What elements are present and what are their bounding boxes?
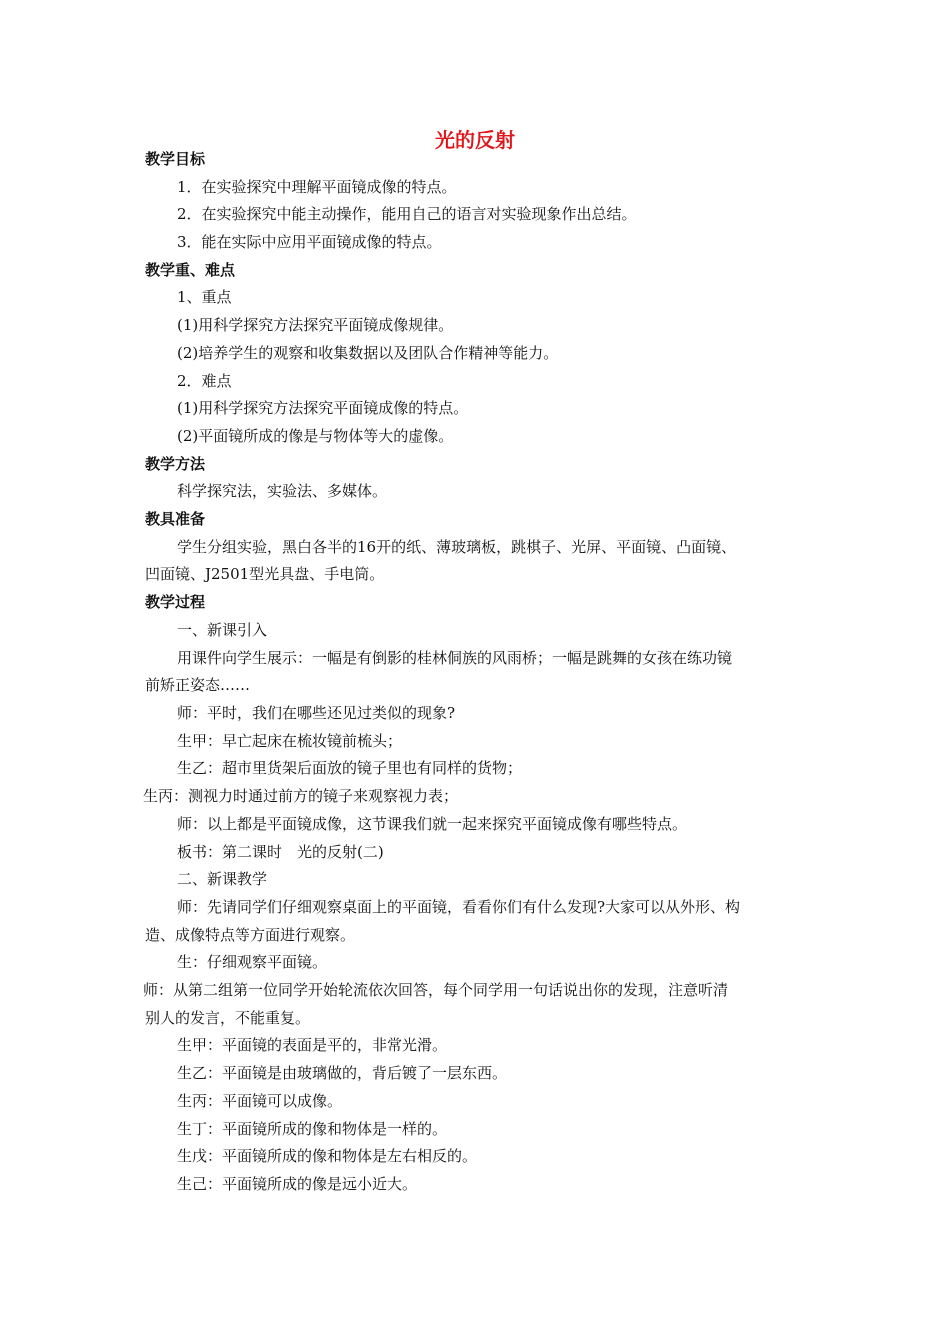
- key-point-line: (1)用科学探究方法探究平面镜成像的特点。: [177, 399, 469, 418]
- dialogue-line: 板书：第二课时 光的反射(二): [177, 842, 384, 861]
- dialogue-line: 师：平时，我们在哪些还见过类似的现象?: [177, 703, 456, 722]
- paragraph-line: 前矫正姿态……: [145, 676, 251, 695]
- paragraph-line: 造、成像特点等方面进行观察。: [145, 925, 356, 944]
- key-point-line: 2．难点: [177, 371, 232, 390]
- dialogue-line: 师：以上都是平面镜成像，这节课我们就一起来探究平面镜成像有哪些特点。: [177, 814, 688, 833]
- objective-item: 3．能在实际中应用平面镜成像的特点。: [177, 233, 442, 252]
- dialogue-line: 生甲：早亡起床在梳妆镜前梳头；: [177, 731, 403, 750]
- dialogue-line: 生丁：平面镜所成的像和物体是一样的。: [177, 1119, 448, 1138]
- materials-text-line: 学生分组实验，黑白各半的16开的纸、薄玻璃板，跳棋子、光屏、平面镜、凸面镜、: [177, 537, 737, 556]
- section-heading-methods: 教学方法: [145, 454, 206, 473]
- paragraph-line: 师：从第二组第一位同学开始轮流依次回答，每个同学用一句话说出你的发现，注意听清: [143, 981, 729, 1000]
- key-point-line: (1)用科学探究方法探究平面镜成像规律。: [177, 316, 454, 335]
- dialogue-line: 生甲：平面镜的表面是平的，非常光滑。: [177, 1036, 448, 1055]
- paragraph-line: 师：先请同学们仔细观察桌面上的平面镜，看看你们有什么发现?大家可以从外形、构: [177, 897, 741, 916]
- subsection-title: 一、新课引入: [177, 620, 268, 639]
- section-heading-materials: 教具准备: [145, 510, 206, 529]
- paragraph-line: 用课件向学生展示：一幅是有倒影的桂林侗族的风雨桥；一幅是跳舞的女孩在练功镜: [177, 648, 733, 667]
- objective-item: 2．在实验探究中能主动操作，能用自己的语言对实验现象作出总结。: [177, 205, 637, 224]
- materials-text-line: 凹面镜、J2501型光具盘、手电筒。: [145, 565, 385, 584]
- section-heading-process: 教学过程: [145, 593, 206, 612]
- document-title: 光的反射: [435, 128, 515, 152]
- dialogue-line: 生：仔细观察平面镜。: [177, 953, 328, 972]
- dialogue-line: 生戊：平面镜所成的像和物体是左右相反的。: [177, 1147, 478, 1166]
- subsection-title: 二、新课教学: [177, 870, 268, 889]
- dialogue-line: 生丙：平面镜可以成像。: [177, 1091, 343, 1110]
- key-point-line: (2)培养学生的观察和收集数据以及团队合作精神等能力。: [177, 343, 559, 362]
- section-heading-key-points: 教学重、难点: [145, 260, 236, 279]
- paragraph-line: 别人的发言，不能重复。: [145, 1008, 311, 1027]
- methods-text: 科学探究法，实验法、多媒体。: [177, 482, 388, 501]
- section-heading-objectives: 教学目标: [145, 150, 206, 168]
- dialogue-line: 生乙：平面镜是由玻璃做的，背后镀了一层东西。: [177, 1064, 508, 1083]
- document-body: [145, 146, 810, 1199]
- objective-item: 1．在实验探究中理解平面镜成像的特点。: [177, 177, 457, 196]
- key-point-line: 1、重点: [177, 288, 232, 307]
- key-point-line: (2)平面镜所成的像是与物体等大的虚像。: [177, 427, 454, 445]
- dialogue-line: 生丙：测视力时通过前方的镜子来观察视力表；: [143, 787, 459, 806]
- dialogue-line: 生乙：超市里货架后面放的镜子里也有同样的货物；: [177, 759, 523, 778]
- dialogue-line: 生己：平面镜所成的像是远小近大。: [177, 1174, 418, 1193]
